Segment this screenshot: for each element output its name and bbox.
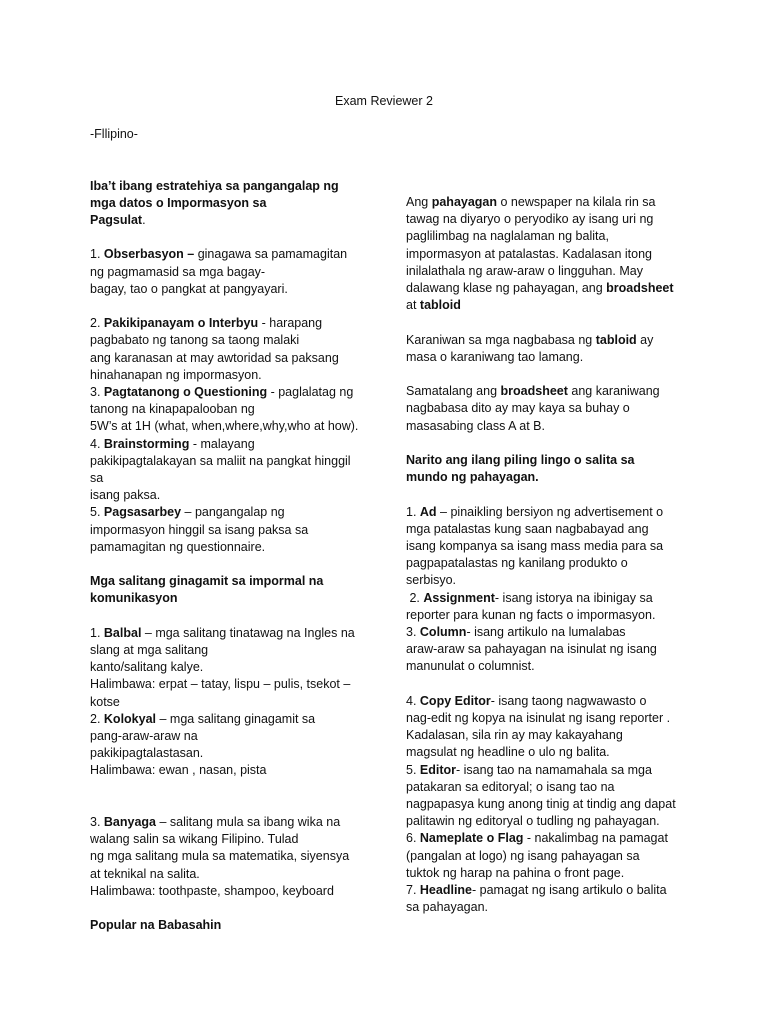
list-item: 1. Obserbasyon – ginagawa sa pamamagitan [90, 247, 348, 262]
text-line: walang salin sa wikang Filipino. Tulad [90, 832, 299, 847]
list-item: 5. Editor- isang tao na namamahala sa mga [406, 762, 652, 777]
text-line: dalawang klase ng pahayagan, ang broadsheet [406, 281, 674, 296]
section-heading: mundo ng pahayagan. [406, 470, 539, 485]
left-column [90, 126, 372, 934]
text-line: ng mga salitang mula sa matematika, siyensya [90, 849, 350, 864]
section-heading: Mga salitang ginagamit sa impormal na [90, 574, 324, 589]
text-line: isang kompanya sa isang mass media para sa [406, 539, 664, 553]
text-line: nagbabasa dito ay may kaya sa buhay o [406, 401, 630, 416]
text-line: ang karanasan at may awtoridad sa paksang [90, 350, 339, 365]
text-line: slang at mga salitang [90, 643, 209, 657]
section-heading: Narito ang ilang piling lingo o salita sa [406, 453, 635, 467]
text-line: at tabloid [406, 298, 461, 313]
list-item: 4. Copy Editor- isang taong nagwawasto o [406, 693, 647, 708]
list-item: 3. Banyaga – salitang mula sa ibang wika na [90, 815, 341, 829]
text-line: inilalathala ng araw-araw o lingguhan. May [406, 263, 643, 278]
text-line: Halimbawa: ewan , nasan, pista [90, 763, 267, 778]
text-line: Kadalasan, sila rin ay may kakayahang [406, 728, 623, 743]
text-line: manunulat o columnist. [406, 659, 535, 674]
list-item: 5. Pagsasarbey – pangangalap ng [90, 505, 285, 520]
text-line: Halimbawa: erpat – tatay, lispu – pulis, tsekot – [90, 677, 351, 692]
text-line: masa o karaniwang tao lamang. [406, 349, 584, 364]
list-item: 3. Column- isang artikulo na lumalabas [406, 625, 626, 640]
subject-label: -Fllipino- [90, 127, 138, 141]
list-item: 2. Kolokyal – mga salitang ginagamit sa [90, 711, 316, 726]
list-item: 2. Assignment- isang istorya na ibinigay sa [406, 590, 653, 605]
text-line: pakikipagtalastasan. [90, 746, 204, 761]
text-line: at teknikal na salita. [90, 866, 200, 881]
text-line: pang-araw-araw na [90, 729, 198, 744]
text-line: paglilimbag na naglalaman ng balita, [406, 229, 609, 244]
document-title: Exam Reviewer 2 [335, 94, 433, 108]
section-heading: Popular na Babasahin [90, 918, 222, 933]
text-line: Samatalang ang broadsheet ang karaniwang [406, 384, 660, 399]
text-line: patakaran sa editoryal; o isang tao na [406, 779, 615, 794]
text-line: impormasyon at patalastas. Kadalasan itong [406, 246, 652, 261]
text-line: kotse [90, 694, 120, 709]
text-line: reporter para kunan ng facts o impormasyon. [406, 607, 656, 622]
text-line: sa pahayagan. [406, 900, 489, 915]
text-line: 5W’s at 1H (what, when,where,why,who at how). [90, 419, 359, 434]
text-line: mga patalastas kung saan nagbabayad ang [406, 521, 649, 536]
text-line: pamamagitan ng questionnaire. [90, 539, 266, 554]
list-item: 1. Ad – pinaikling bersiyon ng advertisement o [406, 504, 664, 519]
text-line: Ang pahayagan o newspaper na kilala rin sa [406, 195, 656, 209]
text-line: araw-araw sa pahayagan na isinulat ng isang [406, 642, 657, 657]
text-line: kanto/salitang kalye. [90, 660, 204, 675]
text-line: nagpapasya kung anong tinig at tindig ang dapat [406, 797, 676, 812]
text-line: hinahanapan ng impormasyon. [90, 367, 262, 382]
text-line: magsulat ng headline o ulo ng balita. [406, 745, 610, 760]
text-line: pakikipagtalakayan sa maliit na pangkat hinggil [90, 453, 351, 468]
text-line: tawag na diyaryo o peryodiko ay isang uri ng [406, 212, 654, 227]
text-line: ng pagmamasid sa mga bagay- [90, 264, 266, 279]
text-line: Karaniwan sa mga nagbabasa ng tabloid ay [406, 332, 654, 347]
text-line: masasabing class A at B. [406, 418, 545, 433]
list-item: 4. Brainstorming - malayang [90, 436, 255, 451]
text-line: impormasyon hinggil sa isang paksa sa [90, 522, 309, 537]
text-line: isang paksa. [90, 488, 161, 503]
text-line: pagpapatalastas ng kanilang produkto o [406, 556, 628, 571]
text-line: nag-edit ng kopya na isinulat ng isang reporter . [406, 711, 671, 726]
list-item: 3. Pagtatanong o Questioning - paglalatag ng [90, 384, 354, 399]
text-line: Halimbawa: toothpaste, shampoo, keyboard [90, 883, 334, 898]
text-line: (pangalan at logo) ng isang pahayagan sa [406, 848, 640, 863]
list-item: 6. Nameplate o Flag - nakalimbag na pamagat [406, 831, 668, 846]
section-heading: komunikasyon [90, 591, 178, 606]
text-line: serbisyo. [406, 573, 457, 588]
section-heading: Pagsulat. [90, 212, 146, 227]
text-line: palitawin ng editoryal o tudling ng pahayagan. [406, 814, 660, 829]
list-item: 1. Balbal – mga salitang tinatawag na Ingles na [90, 625, 355, 640]
list-item: 7. Headline- pamagat ng isang artikulo o balita [406, 883, 667, 898]
text-line: sa [90, 471, 104, 485]
section-heading: Iba’t ibang estratehiya sa pangangalap ng [90, 178, 339, 193]
text-line: pagbabato ng tanong sa taong malaki [90, 333, 300, 348]
section-heading: mga datos o Impormasyon sa [90, 195, 267, 210]
right-column [406, 194, 688, 916]
text-line: bagay, tao o pangkat at pangyayari. [90, 281, 288, 296]
list-item: 2. Pakikipanayam o Interbyu - harapang [90, 316, 323, 331]
text-line: tanong na kinapapalooban ng [90, 402, 255, 417]
text-line: tuktok ng harap na pahina o front page. [406, 865, 625, 880]
